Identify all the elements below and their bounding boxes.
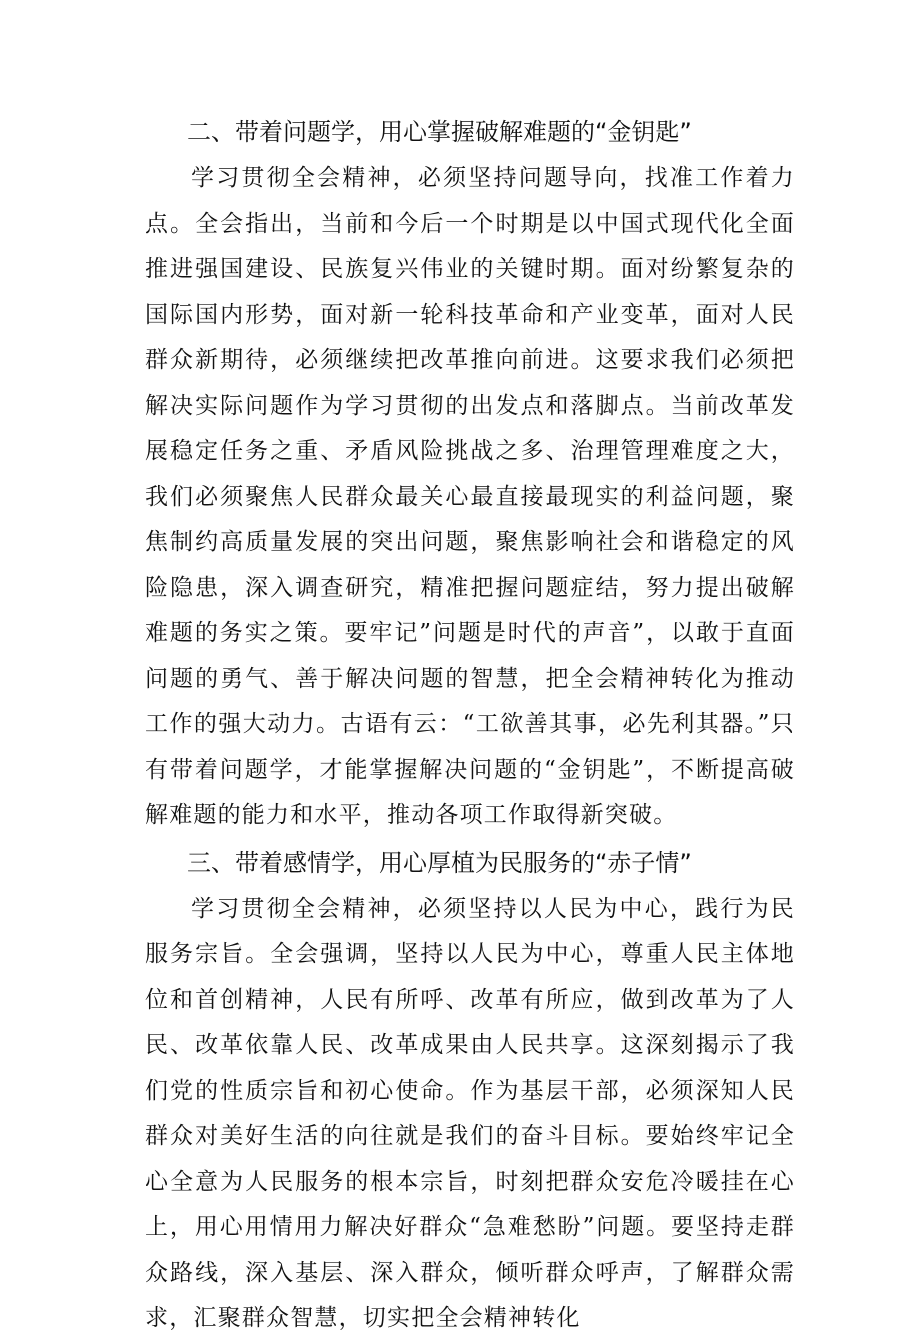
section-three: [145, 839, 795, 1342]
section-two-body: 学习贯彻全会精神，必须坚持问题导向，找准工作着力点。全会指出，当前和今后一个时期是以中国式现代化全面推进强国建设、民族复兴伟业的关键时期。面对纷繁复杂的国际国内形势，面对新一轮科技革命和产业变革，面对人民群众新期待，必须继续把改革推向前进。这要求我们必须把解决实际问题作为学习贯彻的出发点和落脚点。当前改革发展稳定任务之重、矛盾风险挑战之多、治理管理难度之大，我们必须聚焦人民群众最关心最直接最现实的利益问题，聚焦制约高质量发展的突出问题，聚焦影响社会和谐稳定的风险隐患，深入调查研究，精准把握问题症结，努力提出破解难题的务实之策。要牢记”问题是时代的声音”，以敢于直面问题的勇气、善于解决问题的智慧，把全会精神转化为推动工作的强大动力。古语有云：“工欲善其事，必先利其器。”只有带着问题学，才能掌握解决问题的“金钥匙”，不断提高破解难题的能力和水平，推动各项工作取得新突破。: [145, 165, 795, 828]
document-page: [145, 108, 795, 1342]
section-two: [145, 108, 795, 839]
section-three-heading: 三、带着感情学，用心厚植为民服务的“赤子情”: [187, 848, 692, 877]
section-two-heading: 二、带着问题学，用心掌握破解难题的“金钥匙”: [187, 118, 692, 146]
section-three-body: 学习贯彻全会精神，必须坚持以人民为中心，践行为民服务宗旨。全会强调，坚持以人民为中心，尊重人民主体地位和首创精神，人民有所呼、改革有所应，做到改革为了人民、改革依靠人民、改革成果由人民共享。这深刻揭示了我们党的性质宗旨和初心使命。作为基层干部，必须深知人民群众对美好生活的向往就是我们的奋斗目标。要始终牢记全心全意为人民服务的根本宗旨，时刻把群众安危冷暖挂在心上，用心用情用力解决好群众“急难愁盼”问题。要坚持走群众路线，深入基层、深入群众，倾听群众呼声，了解群众需求，汇聚群众智慧，切实把全会精神转化: [145, 895, 795, 1331]
